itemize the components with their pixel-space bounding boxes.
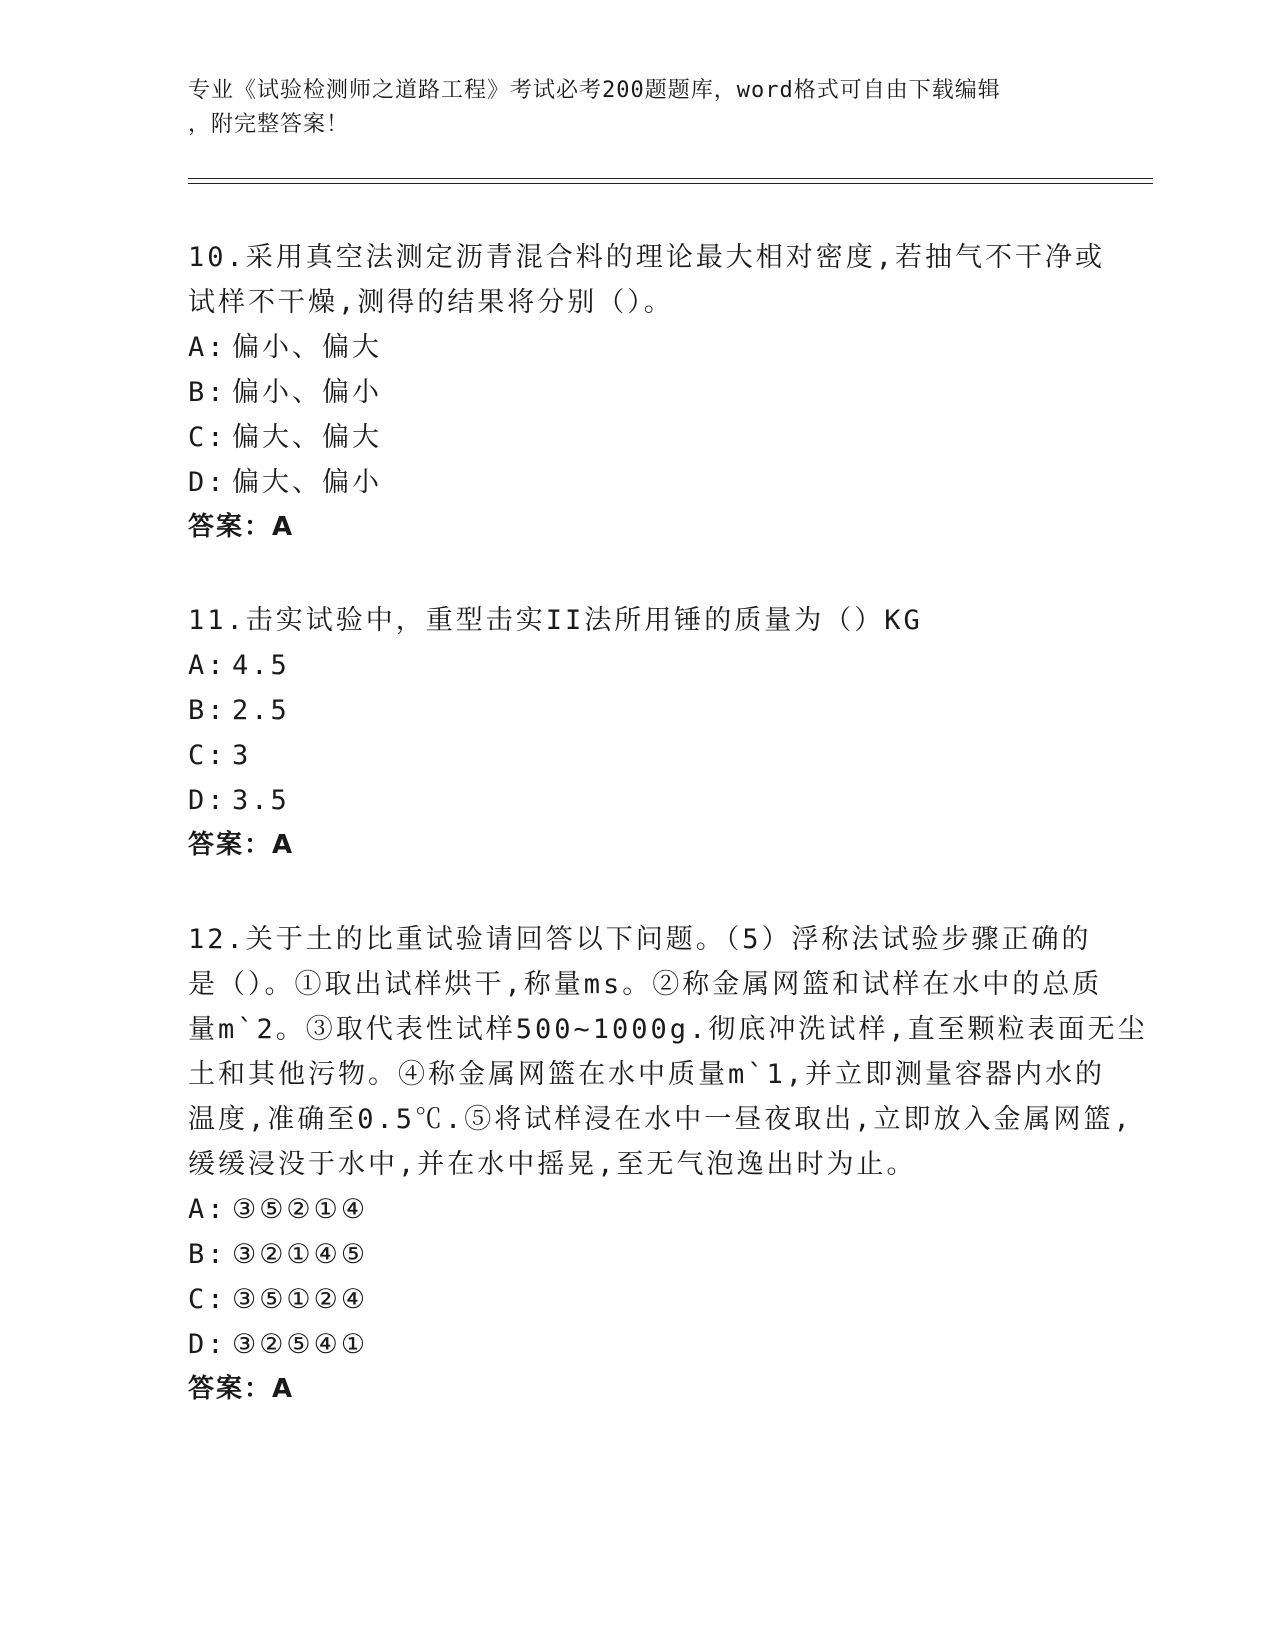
option-text: ③②①④⑤ <box>232 1239 369 1270</box>
option-text: ③②⑤④① <box>232 1329 369 1360</box>
question-stem-line: 土和其他污物。④称金属网篮在水中质量m`1,并立即测量容器内水的 <box>188 1059 1106 1090</box>
option-letter: C: <box>188 740 227 771</box>
option-c <box>188 733 1088 778</box>
question-stem-line: 试样不干燥,测得的结果将分别（）。 <box>188 287 674 318</box>
question-stem-line: 是（）。①取出试样烘干,称量ms。②称金属网篮和试样在水中的总质 <box>188 969 1103 1000</box>
option-text: 2.5 <box>232 695 290 726</box>
option-d <box>188 778 1088 823</box>
option-b <box>188 1232 1088 1277</box>
question-stem-line: 10.采用真空法测定沥青混合料的理论最大相对密度,若抽气不干净或 <box>188 242 1106 273</box>
option-a <box>188 1187 1088 1232</box>
option-text: 偏大、偏小 <box>232 467 382 498</box>
option-letter: A: <box>188 650 227 681</box>
question-stem-line: 12.关于土的比重试验请回答以下问题。（5）浮称法试验步骤正确的 <box>188 924 1092 955</box>
question-stem-line: 温度,准确至0.5℃.⑤将试样浸在水中一昼夜取出,立即放入金属网篮, <box>188 1104 1133 1135</box>
option-text: 3.5 <box>232 785 290 816</box>
question-10 <box>188 235 1106 550</box>
option-letter: C: <box>188 422 227 453</box>
question-stem-line: 量m`2。③取代表性试样500~1000g.彻底冲洗试样,直至颗粒表面无尘 <box>188 1014 1148 1045</box>
option-c <box>188 415 1088 460</box>
option-d <box>188 1322 1088 1367</box>
question-11 <box>188 598 1088 868</box>
answer-label: 答案：A <box>188 830 295 860</box>
question-12 <box>188 917 1148 1412</box>
document-header <box>188 74 1078 142</box>
option-text: 偏大、偏大 <box>232 422 382 453</box>
header-divider-top <box>188 178 1153 179</box>
question-stem-line: 11.击实试验中，重型击实II法所用锤的质量为（）KG <box>188 605 923 636</box>
option-b <box>188 370 1088 415</box>
option-letter: B: <box>188 695 227 726</box>
option-a <box>188 643 1088 688</box>
option-letter: A: <box>188 1194 227 1225</box>
option-text: 3 <box>232 740 252 771</box>
option-text: 4.5 <box>232 650 290 681</box>
option-letter: D: <box>188 467 227 498</box>
option-letter: A: <box>188 332 227 363</box>
answer-label: 答案：A <box>188 512 295 542</box>
option-text: 偏小、偏小 <box>232 377 382 408</box>
option-letter: D: <box>188 1329 227 1360</box>
option-letter: B: <box>188 1239 227 1270</box>
header-divider-bottom <box>188 183 1153 184</box>
option-letter: D: <box>188 785 227 816</box>
option-d <box>188 460 1088 505</box>
question-stem-line: 缓缓浸没于水中,并在水中摇晃,至无气泡逸出时为止。 <box>188 1149 917 1180</box>
option-text: ③⑤①②④ <box>232 1284 369 1315</box>
answer-label: 答案：A <box>188 1374 295 1404</box>
option-c <box>188 1277 1088 1322</box>
option-a <box>188 325 1088 370</box>
header-title-line-2: ，附完整答案！ <box>188 112 350 137</box>
option-text: ③⑤②①④ <box>232 1194 369 1225</box>
option-letter: C: <box>188 1284 227 1315</box>
header-title-line-1: 专业《试验检测师之道路工程》考试必考200题题库，word格式可自由下载编辑 <box>188 78 1001 103</box>
option-letter: B: <box>188 377 227 408</box>
option-text: 偏小、偏大 <box>232 332 382 363</box>
option-b <box>188 688 1088 733</box>
